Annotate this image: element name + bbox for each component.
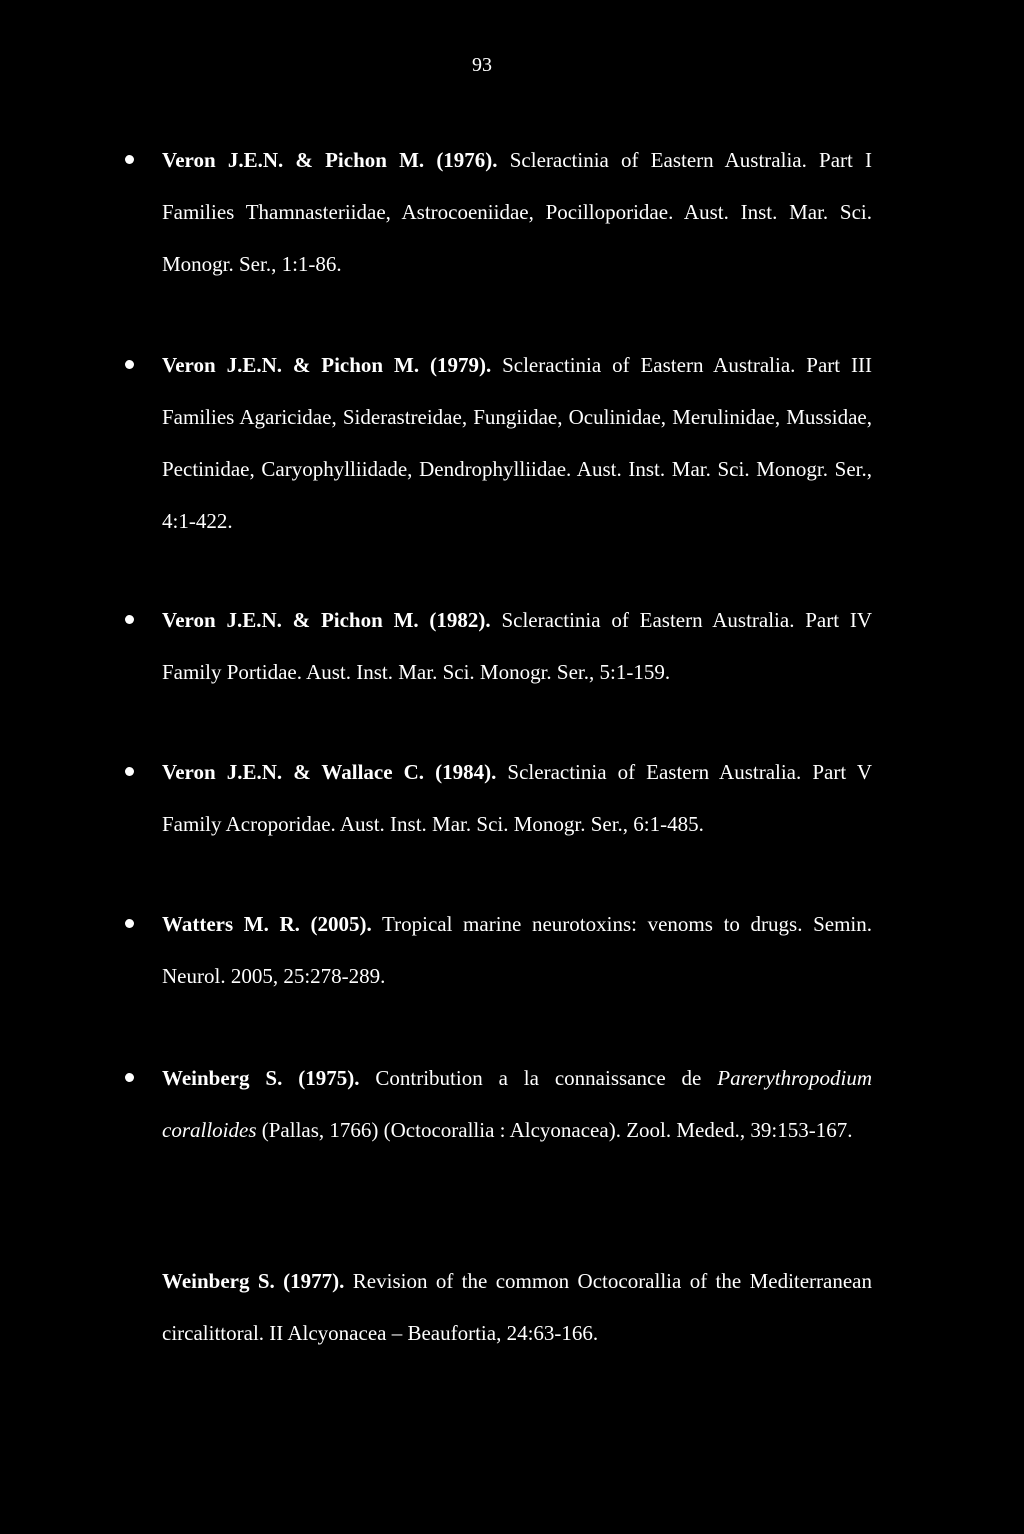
- reference-item: [162, 1052, 872, 1156]
- reference-item: [162, 898, 872, 1002]
- bullet-icon: [125, 615, 134, 624]
- bullet-icon: [125, 155, 134, 164]
- reference-text: Scleractinia of Eastern Australia. Part III Families Agaricidae, Siderastreidae, Fungiidae, Oculinidae, Merulinidae, Mussidae, Pectinidae, Caryophylliidade, Dendrophylliidae. Aust. Inst. Mar. Sci. Monogr. Ser., 4:1-422.: [162, 353, 872, 533]
- reference-text: Contribution a la connaissance de: [375, 1066, 702, 1090]
- reference-species-name: Parerythropodium coralloides: [162, 1066, 873, 1142]
- bullet-icon: [125, 1073, 134, 1082]
- reference-item: [162, 339, 872, 547]
- reference-item: [162, 594, 872, 698]
- reference-authors: Veron J.E.N. & Pichon M. (1982).: [162, 608, 491, 632]
- reference-authors: Weinberg S. (1975).: [162, 1066, 360, 1090]
- reference-authors: Watters M. R. (2005).: [162, 912, 372, 936]
- bullet-icon: [125, 360, 134, 369]
- reference-authors: Veron J.E.N. & Wallace C. (1984).: [162, 760, 497, 784]
- reference-text: (Pallas, 1766) (Octocorallia : Alcyonacea). Zool. Meded., 39:153-167.: [261, 1118, 853, 1142]
- reference-item: [162, 746, 872, 850]
- reference-text: Scleractinia of Eastern Australia. Part V Family Acroporidae. Aust. Inst. Mar. Sci. Monogr. Ser., 6:1-485.: [162, 760, 872, 836]
- reference-item: [162, 134, 872, 290]
- page-number: 93: [472, 54, 492, 76]
- reference-authors: Weinberg S. (1977).: [162, 1269, 345, 1293]
- reference-text: Scleractinia of Eastern Australia. Part IV Family Portidae. Aust. Inst. Mar. Sci. Monogr. Ser., 5:1-159.: [162, 608, 873, 684]
- reference-text: Revision of the common Octocorallia of the Mediterranean circalittoral. II Alcyonacea – Beaufortia, 24:63-166.: [162, 1269, 873, 1345]
- bullet-icon: [125, 919, 134, 928]
- reference-text: Scleractinia of Eastern Australia. Part I Families Thamnasteriidae, Astrocoeniidae, Pocilloporidae. Aust. Inst. Mar. Sci. Monogr. Ser., 1:1-86.: [162, 148, 873, 276]
- reference-text: Tropical marine neurotoxins: venoms to drugs. Semin. Neurol. 2005, 25:278-289.: [162, 912, 873, 988]
- reference-authors: Veron J.E.N. & Pichon M. (1976).: [162, 148, 498, 172]
- bullet-icon: [125, 767, 134, 776]
- reference-item: [162, 1255, 872, 1359]
- reference-authors: Veron J.E.N. & Pichon M. (1979).: [162, 353, 492, 377]
